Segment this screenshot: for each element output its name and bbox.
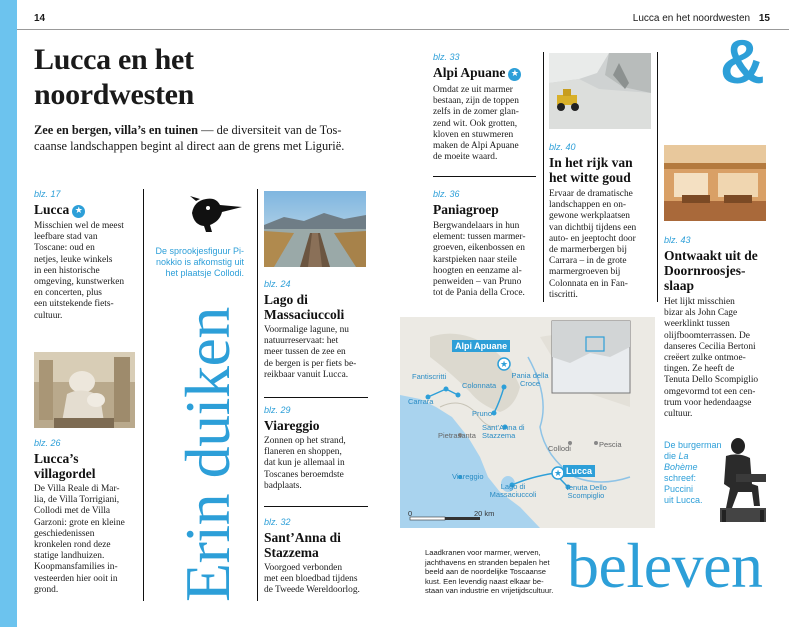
entry-title: Paniagroep <box>433 202 499 217</box>
entry-title: Lucca’s villagordel <box>34 451 96 481</box>
entry-paniagroep <box>433 189 543 299</box>
entry-witte-goud <box>549 142 657 301</box>
map-label-pescia: Pescia <box>599 440 622 449</box>
burgerman-caption: De burgerman die La Bohème schreef: Puccini uit Lucca. <box>664 440 722 505</box>
map-caption: Laadkranen voor marmer, werven, jachthavens en stranden bepalen het beeld aan de noordelijke Toscaanse kust. Een levendig naast elkaar be- staan van industrie en vrijetijdscultuur. <box>425 548 554 596</box>
page-title-line1: Lucca en het <box>34 43 194 76</box>
svg-text:★: ★ <box>553 469 563 479</box>
ampersand: & <box>720 28 765 97</box>
entry-text: Ervaar de dramatische landschappen en on- gewone werkplaatsen van dichtbij tijdens een auto- en jeeptocht door de marmerbergen bij Carrara – in de grote marmergroeven bij Colonnata en in Fan- tiscritti. <box>549 189 637 300</box>
marble-quarry-photo <box>549 53 651 129</box>
entry-ref: blz. 36 <box>433 189 460 199</box>
entry-stazzema <box>264 517 374 597</box>
entry-divider <box>264 506 368 507</box>
header-rule <box>17 29 789 30</box>
map-label-pruno: Pruno <box>472 409 493 418</box>
left-page-number: 14 <box>34 13 46 24</box>
map-label-carrara: Carrara <box>408 397 434 406</box>
entry-ref: blz. 33 <box>433 52 460 62</box>
running-header <box>633 13 770 24</box>
lake-boardwalk-photo <box>264 191 366 267</box>
entry-massaciuccoli <box>264 279 369 381</box>
map-highlight-lucca: Lucca <box>563 465 595 477</box>
map-label-colonnata: Colonnata <box>462 381 497 390</box>
map-label-pania-della-croce: Pania della Croce <box>511 371 549 388</box>
entry-title: In het rijk van het witte goud <box>549 155 633 185</box>
entry-ref: blz. 24 <box>264 279 291 289</box>
entry-text: Omdat ze uit marmer bestaan, zijn de toppen zelfs in de zomer glan- zend wit. Ook grotten, kloven en stuwmeren maken de Alpi Apuane de moeite waard. <box>433 85 519 163</box>
svg-text:★: ★ <box>499 360 509 370</box>
entry-divider <box>264 397 368 398</box>
entry-title: Lucca ★ <box>34 202 138 218</box>
map-highlight-alpi-apuane: Alpi Apuane <box>452 340 510 352</box>
entry-text: Misschien wel de meest leefbare stad van Toscane: oud en netjes, leuke winkels in een historische omgeving, kunstwerken en concerten, plus een uitstekende fiets- cultuur. <box>34 221 125 321</box>
column-divider <box>143 189 144 601</box>
beleven-heading: beleven <box>567 530 763 601</box>
entry-ref: blz. 43 <box>664 235 691 245</box>
right-page-number: 15 <box>758 13 770 24</box>
intro-text <box>34 122 404 154</box>
villa-statue-photo <box>34 352 135 428</box>
entry-text: Zonnen op het strand, flaneren en shoppen, dat kun je allemaal in Toscanes beroemdste badplaats. <box>264 436 346 491</box>
map-label-fantiscritti: Fantiscritti <box>412 372 447 381</box>
intro-bold: Zee en bergen, villa’s en tuinen <box>34 123 199 137</box>
entry-villagordel <box>34 438 138 596</box>
entry-title: Sant’Anna di Stazzema <box>264 530 341 560</box>
map-label-stazzema: Sant’Anna di Stazzema <box>482 423 525 440</box>
entry-ref: blz. 17 <box>34 189 61 199</box>
entry-ref: blz. 29 <box>264 405 291 415</box>
intro-line1: — de diversiteit van de Tos- <box>198 123 342 137</box>
star-icon: ★ <box>72 205 85 218</box>
entry-text: Voormalige lagune, nu natuurreservaat: het meer tussen de zee en de bergen is per fiets be- reikbaar vanuit Lucca. <box>264 325 357 380</box>
map-label-scompiglio: Tenuta Dello Scompiglio <box>565 483 607 500</box>
entry-title: Lago di Massaciuccoli <box>264 292 345 322</box>
entry-title: Alpi Apuane ★ <box>433 65 541 81</box>
column-divider <box>657 52 658 302</box>
map-label-collodi: Collodi <box>548 444 571 453</box>
page-title <box>34 42 194 112</box>
entry-viareggio <box>264 405 369 492</box>
entry-ref: blz. 32 <box>264 517 291 527</box>
entry-lucca <box>34 189 138 322</box>
page-sidebar-stripe <box>0 0 17 627</box>
column-divider <box>257 189 258 601</box>
entry-ref: blz. 26 <box>34 438 61 448</box>
running-header-title: Lucca en het noordwesten <box>632 13 751 24</box>
intro-line2: caanse landschappen begint al direct aan de grens met Ligurië. <box>34 139 345 153</box>
entry-title: Viareggio <box>264 418 320 433</box>
star-icon: ★ <box>508 68 521 81</box>
entry-ref: blz. 40 <box>549 142 576 152</box>
entry-alpi-apuane <box>433 52 541 163</box>
entry-divider <box>433 176 536 177</box>
column-divider <box>543 52 544 302</box>
entry-title: Ontwaakt uit de Doornroosjes- slaap <box>664 248 758 293</box>
entry-text: Bergwandelaars in hun element: tussen marmer- groeven, eikenbossen en karstpieken naar steile hoogten en eenzame al- penweiden – van Pruno tot de Pania della Croce. <box>433 221 526 299</box>
entry-text: Voorgoed verbonden met een bloedbad tijdens de Tweede Wereldoorlog. <box>264 563 360 596</box>
map-scale-zero: 0 <box>408 509 413 518</box>
entry-doornroosje <box>664 235 779 420</box>
map-scale-20km: 20 km <box>474 509 495 518</box>
pinocchio-caption: De sprookjesfiguur Pi- nokkio is afkomstig uit het plaatsje Collodi. <box>155 246 244 278</box>
region-map <box>400 317 655 528</box>
map-label-viareggio: Viareggio <box>452 472 484 481</box>
pinocchio-icon <box>188 195 244 240</box>
entry-text: De Villa Reale di Mar- lia, de Villa Torrigiani, Collodi met de Villa Garzoni: grote en kleine geschiedenissen kronkelen rond deze statige landhuizen. Koopmansfamilies in- vesteerden hier ooit in grond. <box>34 484 125 595</box>
page-title-line2: noordwesten <box>34 78 195 111</box>
entry-text: Het lijkt misschien bizar als John Cage weerklinkt tussen olijfboomterrassen. De danseres Cecilia Bertoni creëert zulke ontmoe- tingen. Ze heeft de Tenuta Dello Scompiglio omgevormd tot een cen- trum voor hedendaagse cultuur. <box>664 297 759 420</box>
puccini-statue-icon <box>712 436 770 531</box>
map-label-massaciuccoli: Lago di Massaciuccoli <box>489 482 537 499</box>
map-label-pietrasanta: Pietrasanta <box>438 431 476 440</box>
vertical-section-title: Erin duiken <box>172 307 243 602</box>
interior-photo <box>664 145 766 221</box>
